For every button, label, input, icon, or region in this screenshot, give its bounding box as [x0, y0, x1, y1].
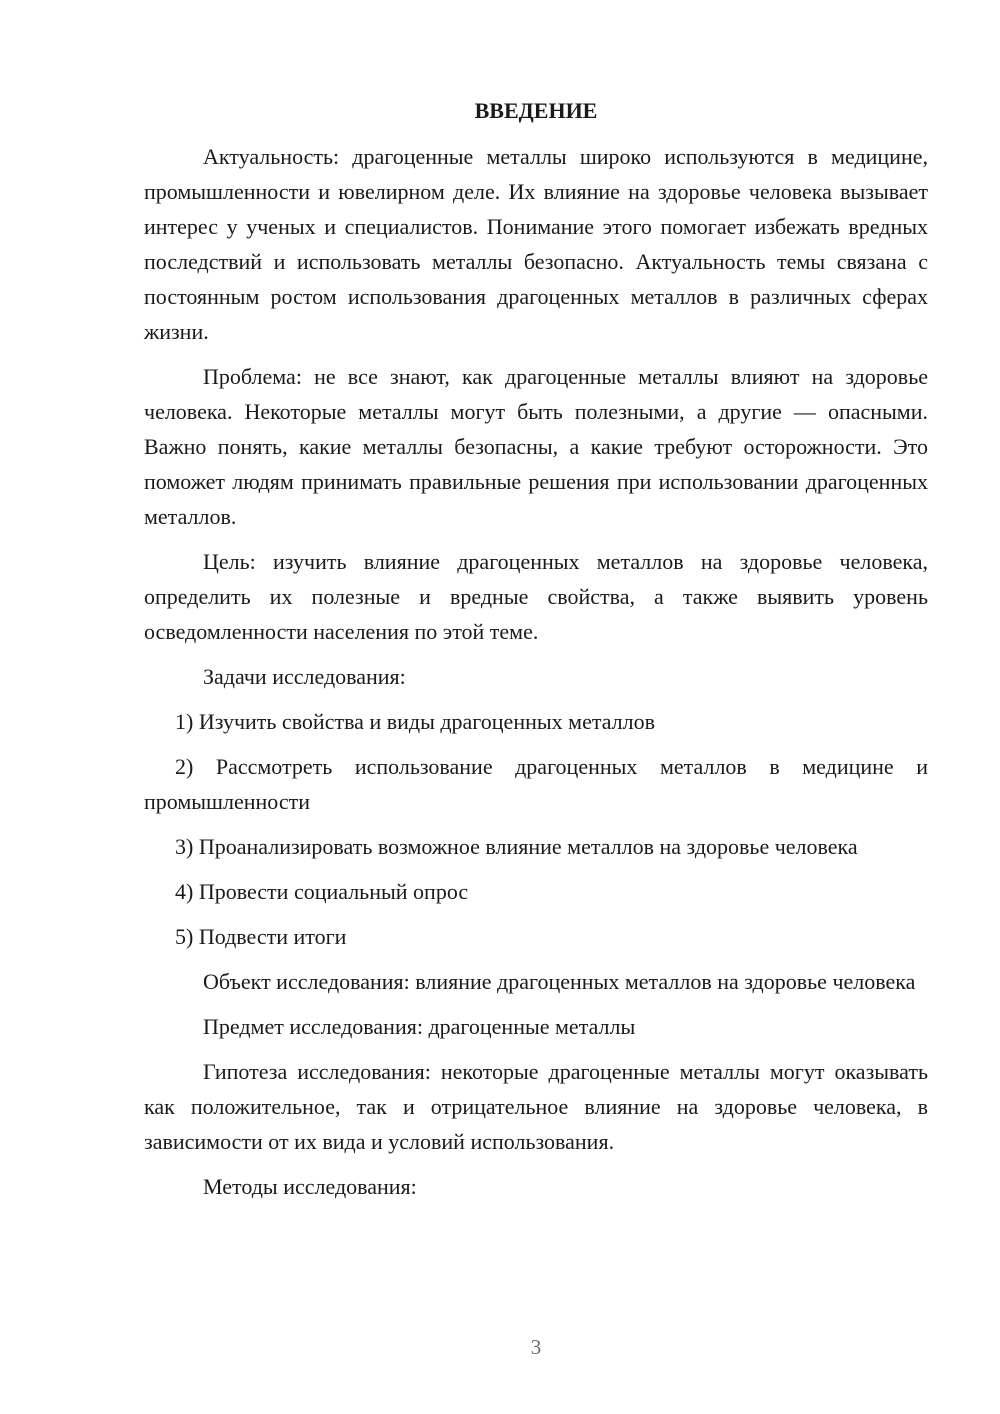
paragraph-subject: Предмет исследования: драгоценные металлы: [203, 1014, 636, 1039]
methods-heading: Методы исследования:: [203, 1174, 417, 1199]
paragraph-goal: Цель: изучить влияние драгоценных металлов на здоровье человека, определить их полезные и вредные свойства, а также выявить уровень осведомленности населения по этой теме.: [144, 549, 928, 644]
task-item-3: 3) Проанализировать возможное влияние металлов на здоровье человека: [175, 834, 858, 859]
task-item-5: 5) Подвести итоги: [175, 924, 347, 949]
paragraph-hypothesis: Гипотеза исследования: некоторые драгоценные металлы могут оказывать как положительное, так и отрицательное влияние на здоровье человека, в зависимости от их вида и условий использования.: [144, 1059, 928, 1154]
paragraph-object: Объект исследования: влияние драгоценных металлов на здоровье человека: [203, 969, 916, 994]
task-item-1: 1) Изучить свойства и виды драгоценных металлов: [175, 709, 656, 734]
task-item-4: 4) Провести социальный опрос: [175, 879, 469, 904]
page-number: 3: [530, 1335, 542, 1359]
paragraph-problem: Проблема: не все знают, как драгоценные металлы влияют на здоровье человека. Некоторые металлы могут быть полезными, а другие — опасными. Важно понять, какие металлы безопасны, а какие требуют осторожности. Это поможет людям принимать правильные решения при использовании драгоценных металлов.: [144, 364, 928, 529]
paragraph-relevance: Актуальность: драгоценные металлы широко используются в медицине, промышленности и ювелирном деле. Их влияние на здоровье человека вызывает интерес у ученых и специалистов. Понимание этого помогает избежать вредных последствий и использовать металлы безопасно. Актуальность темы связана с постоянным ростом использования драгоценных металлов в различных сферах жизни.: [144, 144, 928, 344]
tasks-heading: Задачи исследования:: [203, 664, 406, 689]
page-content: [144, 95, 928, 1214]
page-title: ВВЕДЕНИЕ: [474, 98, 598, 123]
task-item-2: 2) Рассмотреть использование драгоценных металлов в медицине и промышленности: [144, 754, 928, 814]
